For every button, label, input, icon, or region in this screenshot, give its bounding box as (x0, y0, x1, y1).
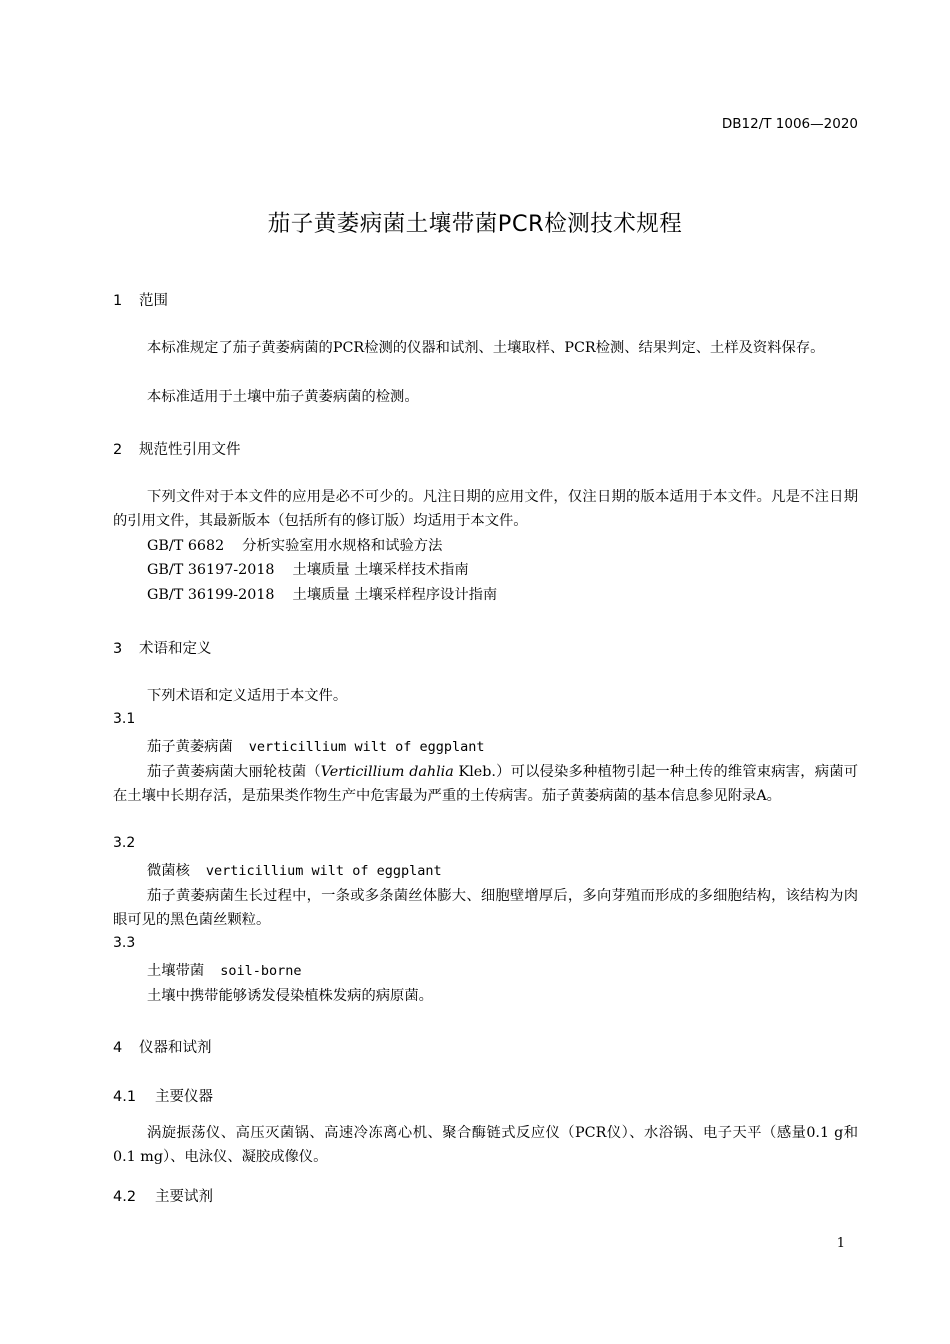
section-number: 3 (113, 641, 123, 657)
term-entry (147, 860, 442, 880)
section-1-paragraph-1: 本标准规定了茄子黄萎病菌的PCR检测的仪器和试剂、土壤取样、PCR检测、结果判定、土样及资料保存。 (147, 340, 825, 356)
term-en: soil-borne (220, 963, 302, 979)
term-zh: 土壤带菌 (147, 963, 205, 979)
term-definition: 土壤中携带能够诱发侵染植株发病的病原菌。 (147, 988, 433, 1004)
document-code: DB12/T 1006—2020 (721, 116, 858, 132)
subsection-4-1-heading (113, 1085, 213, 1106)
section-title: 仪器和试剂 (139, 1040, 212, 1056)
reference-name: 分析实验室用水规格和试验方法 (242, 538, 443, 554)
section-2-heading (113, 438, 241, 459)
term-zh: 微菌核 (147, 863, 190, 879)
subsection-title: 主要试剂 (155, 1189, 213, 1205)
latin-name: Verticillium dahlia (320, 764, 454, 780)
section-number: 4 (113, 1040, 123, 1056)
reference-name: 土壤质量 土壤采样程序设计指南 (292, 587, 498, 603)
reference-item (147, 584, 497, 604)
reference-name: 土壤质量 土壤采样技术指南 (292, 562, 469, 578)
document-title: 茄子黄萎病菌土壤带菌PCR检测技术规程 (267, 211, 683, 237)
term-en: verticillium wilt of eggplant (248, 739, 485, 755)
section-title: 规范性引用文件 (139, 442, 241, 458)
section-title: 范围 (139, 293, 168, 309)
section-number: 2 (113, 442, 123, 458)
subsection-4-2-heading (113, 1185, 213, 1206)
section-1-paragraph-2: 本标准适用于土壤中茄子黄萎病菌的检测。 (147, 389, 419, 405)
term-number: 3.2 (113, 835, 136, 851)
subsection-number: 4.1 (113, 1089, 137, 1105)
subsection-title: 主要仪器 (155, 1089, 213, 1105)
section-3-intro: 下列术语和定义适用于本文件。 (147, 688, 348, 704)
page-number: 1 (836, 1236, 845, 1251)
section-3-heading (113, 637, 212, 658)
reference-item (147, 559, 469, 579)
section-number: 1 (113, 293, 123, 309)
subsection-4-1-paragraph: 涡旋振荡仪、高压灭菌锅、高速冷冻离心机、聚合酶链式反应仪（PCR仪）、水浴锅、电子天平（感量0.1 g和0.1 mg）、电泳仪、凝胶成像仪。 (113, 1125, 858, 1165)
term-number: 3.3 (113, 935, 136, 951)
term-zh: 茄子黄萎病菌 (147, 739, 233, 755)
section-1-heading (113, 289, 168, 310)
reference-code: GB/T 36199-2018 (147, 587, 275, 603)
reference-code: GB/T 6682 (147, 538, 225, 554)
term-definition: 茄子黄萎病菌大丽轮枝菌（Verticillium dahlia Kleb.）可以侵染多种植物引起一种土传的维管束病害，病菌可在土壤中长期存活，是茄果类作物生产中危害最为严重的土传病害。茄子黄萎病菌的基本信息参见附录A。 (113, 764, 858, 804)
term-en: verticillium wilt of eggplant (205, 863, 442, 879)
subsection-number: 4.2 (113, 1189, 137, 1205)
section-title: 术语和定义 (139, 641, 212, 657)
section-4-heading (113, 1036, 212, 1057)
section-2-paragraph: 下列文件对于本文件的应用是必不可少的。凡注日期的应用文件，仅注日期的版本适用于本文件。凡是不注日期的引用文件，其最新版本（包括所有的修订版）均适用于本文件。 (113, 489, 858, 529)
term-entry (147, 736, 484, 756)
reference-code: GB/T 36197-2018 (147, 562, 275, 578)
term-definition: 茄子黄萎病菌生长过程中，一条或多条菌丝体膨大、细胞壁增厚后，多向芽殖而形成的多细胞结构，该结构为肉眼可见的黑色菌丝颗粒。 (113, 888, 858, 928)
reference-item (147, 535, 442, 555)
term-entry (147, 960, 301, 980)
term-number: 3.1 (113, 711, 136, 727)
